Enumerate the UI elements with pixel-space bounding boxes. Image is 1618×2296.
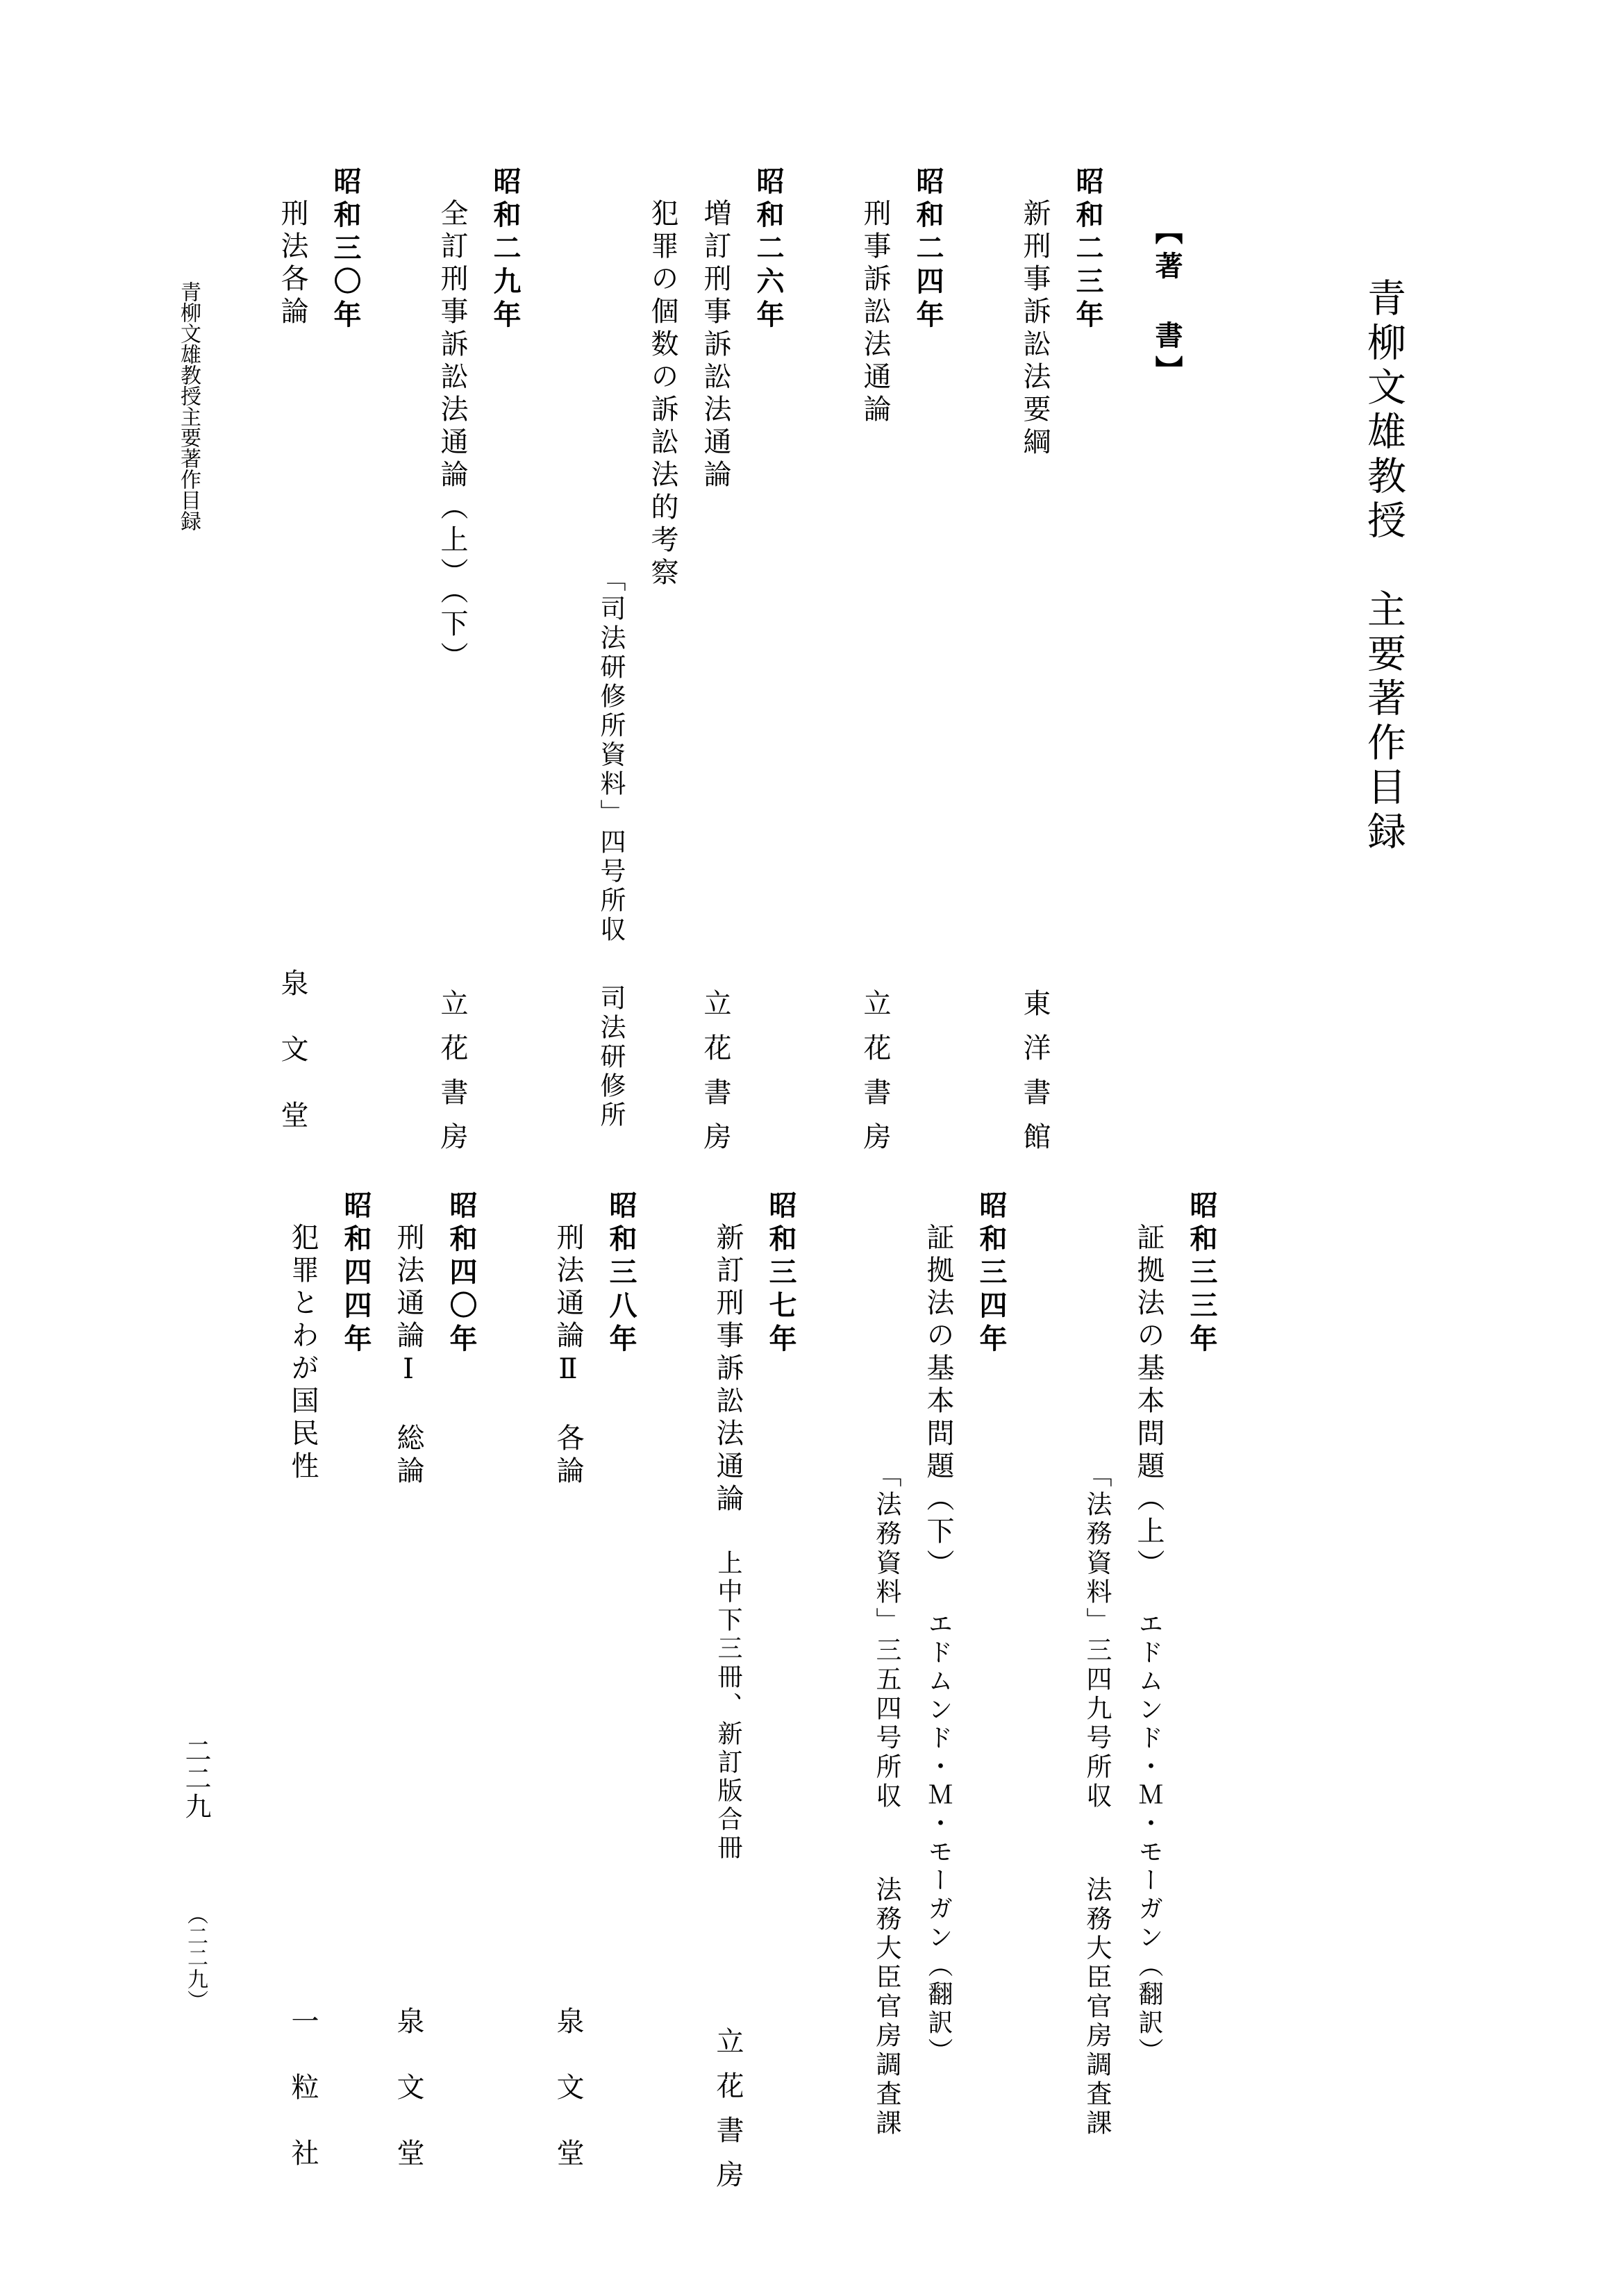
work-line [1021,167,1049,1166]
publisher: 泉文堂 [552,2006,584,2204]
citation-line [598,167,624,1166]
work-line [278,167,306,1166]
year-label: 昭和四〇年 [445,1191,478,1357]
work-title: 新刑事訴訟法要綱 [1019,199,1051,460]
publisher: 泉文堂 [392,2006,424,2204]
year-label: 昭和三〇年 [329,167,362,333]
work-subtitle: 総論 [392,1423,424,1489]
work-title: 刑法通論Ⅱ [552,1223,584,1390]
work-line [289,1191,317,2204]
work-title-group [714,1223,742,1863]
year-label: 昭和二四年 [912,167,944,333]
year-label: 昭和三四年 [975,1191,1008,1357]
page-number-total: （二二九） [183,1904,208,2011]
work-line [924,1191,952,2204]
work-title: 犯罪の個数の訴訟法的考察 [647,199,678,590]
work-line [438,167,466,1166]
work-line [714,1191,742,2204]
publisher: 一粒社 [287,2006,319,2204]
citation-source: 「法務資料」三五四号所収 [871,1461,901,1811]
work-line [554,1191,582,2204]
work-title: 新訂刑事訴訟法通論 [712,1223,744,1516]
works-band-lower [264,1191,1218,2204]
work-title-group [554,1223,582,1489]
page-title: 青柳文雄教授 主要著作目録 [1361,278,1406,855]
citation-publisher: 法務大臣官房調査課 [1082,1876,1112,2138]
publisher: 立花書房 [699,989,731,1166]
work-title: 刑法通論Ⅰ [392,1223,424,1390]
work-line [701,167,729,1166]
running-header: 青柳文雄教授主要著作目録 [176,281,201,531]
work-title: 全訂刑事訴訟法通論（上）（下） [436,199,468,674]
citation-line [1084,1191,1110,2204]
translator-note: エドムンド・Ｍ・モーガン（翻訳） [924,1611,953,2066]
work-title: 証拠法の基本問題（上） [1133,1223,1165,1582]
work-subtitle: 上中下三冊、新訂版合冊 [714,1550,742,1863]
work-title: 証拠法の基本問題（下） [922,1223,954,1582]
section-header: 【著 書】 [1151,217,1183,390]
citation-line [871,1191,901,2204]
works-band-upper [253,167,1181,1166]
page-number: 二二九 [181,1737,211,1820]
publisher: 立花書房 [436,989,468,1166]
work-line [394,1191,422,2204]
year-label: 昭和三七年 [765,1191,797,1357]
work-line [861,167,889,1166]
work-title: 刑法各論 [276,199,308,329]
year-label: 昭和四四年 [340,1191,372,1357]
work-line [649,167,676,1166]
citation-publisher: 司法研修所 [596,984,626,1130]
translator-note: エドムンド・Ｍ・モーガン（翻訳） [1135,1611,1163,2066]
publisher: 泉文堂 [276,969,308,1166]
year-label: 昭和二三年 [1071,167,1104,333]
year-label: 昭和三八年 [605,1191,637,1357]
citation-source: 「司法研修所資料」四号所収 [596,566,626,945]
work-line [1133,1191,1165,2204]
work-subtitle: 各論 [552,1423,584,1489]
citation-publisher: 法務大臣官房調査課 [871,1876,901,2138]
work-title: 増訂刑事訴訟法通論 [699,199,731,492]
work-title: 犯罪とわが国民性 [287,1223,319,1484]
work-title-group [394,1223,422,1489]
publisher: 立花書房 [859,989,891,1166]
year-label: 昭和二六年 [752,167,785,333]
year-label: 昭和二九年 [489,167,522,333]
citation-source: 「法務資料」三四九号所収 [1082,1461,1112,1811]
work-title: 刑事訴訟法通論 [859,199,891,427]
publisher: 東洋書館 [1019,989,1051,1166]
year-label: 昭和三三年 [1185,1191,1218,1357]
publisher: 立花書房 [712,2027,744,2204]
